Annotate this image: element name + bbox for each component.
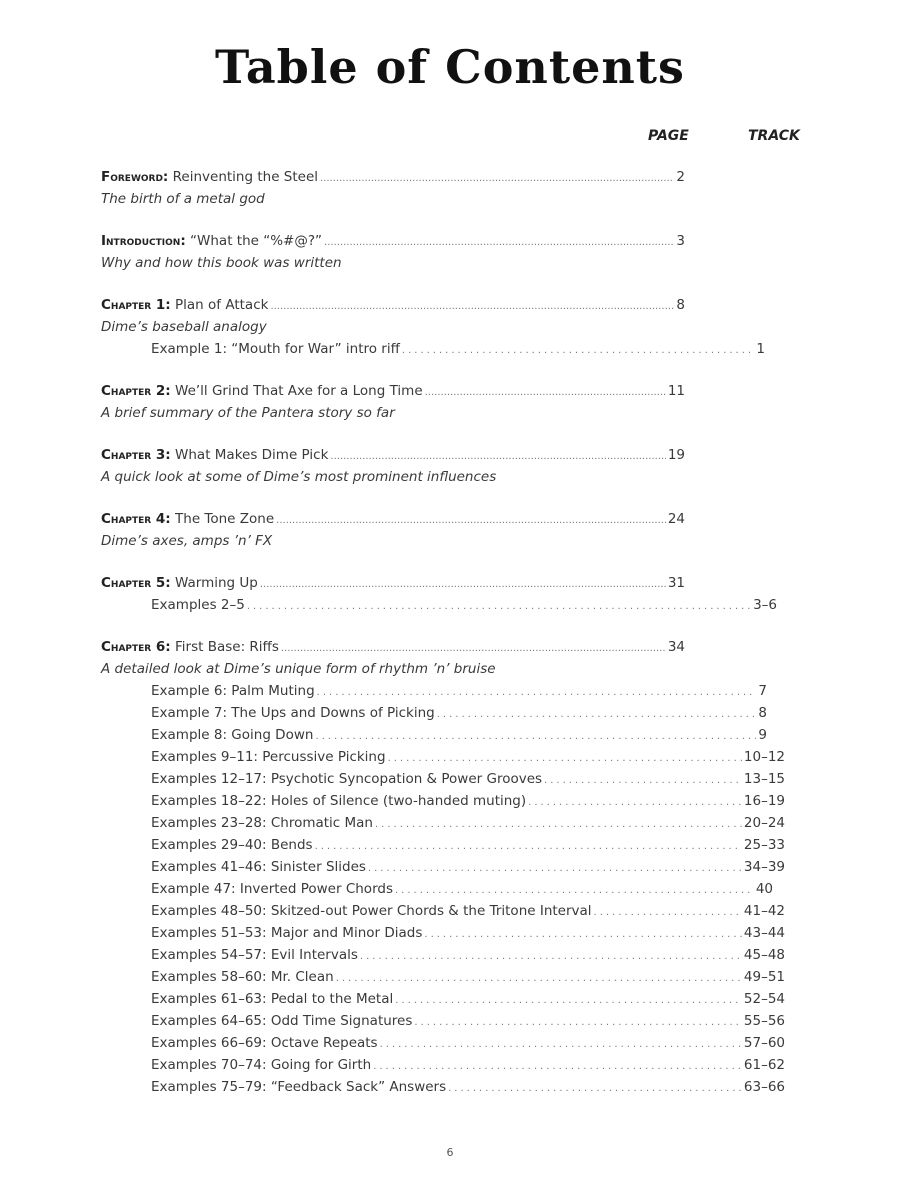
dot-leader xyxy=(317,681,757,703)
entry-label: Chapter 6: xyxy=(101,639,171,655)
toc-example-row[interactable] xyxy=(151,791,785,813)
toc-entry-chapter-6[interactable] xyxy=(101,637,685,659)
dot-leader xyxy=(360,945,742,967)
toc-entry-chapter-5[interactable] xyxy=(101,573,685,595)
entry-title: We’ll Grind That Axe for a Long Time xyxy=(175,383,423,399)
toc-example-row[interactable] xyxy=(151,923,785,945)
toc-example-row[interactable] xyxy=(151,813,785,835)
entry-label: Chapter 4: xyxy=(101,511,171,527)
example-title: Example 47: Inverted Power Chords xyxy=(151,881,393,897)
page-title: Table of Contents xyxy=(215,40,685,94)
toc-entry-chapter-2[interactable] xyxy=(101,381,685,403)
toc-example-row[interactable] xyxy=(151,967,785,989)
entry-title: Warming Up xyxy=(175,575,258,591)
toc-example-row[interactable] xyxy=(151,1077,785,1099)
example-track: 10–12 xyxy=(743,749,785,765)
toc-example-row[interactable] xyxy=(151,747,785,769)
entry-description: The birth of a metal god xyxy=(101,191,265,207)
example-track: 20–24 xyxy=(743,815,785,831)
entry-title: Reinventing the Steel xyxy=(172,169,319,185)
example-track: 9 xyxy=(758,727,767,743)
example-track: 8 xyxy=(758,705,767,721)
toc-example-row[interactable] xyxy=(151,681,767,703)
example-track: 57–60 xyxy=(743,1035,785,1051)
dot-leader xyxy=(270,295,674,317)
toc-example-row[interactable] xyxy=(151,989,785,1011)
entry-title: “What the “%#@?” xyxy=(190,233,323,249)
example-title: Examples 70–74: Going for Girth xyxy=(151,1057,372,1073)
entry-label: Chapter 3: xyxy=(101,447,171,463)
dot-leader xyxy=(260,573,666,595)
example-title: Examples 12–17: Psychotic Syncopation & Power Grooves xyxy=(151,771,543,787)
page-number: 6 xyxy=(446,1146,454,1159)
column-header-track: TRACK xyxy=(748,128,800,144)
example-title: Example 1: “Mouth for War” intro riff xyxy=(151,341,400,357)
dot-leader xyxy=(330,445,665,467)
dot-leader xyxy=(395,989,742,1011)
entry-description: A quick look at some of Dime’s most prominent influences xyxy=(101,469,497,485)
toc-entry-chapter-4[interactable] xyxy=(101,509,685,531)
entry-label: Chapter 2: xyxy=(101,383,171,399)
example-track: 16–19 xyxy=(743,793,785,809)
entry-page: 34 xyxy=(667,639,685,655)
dot-leader xyxy=(388,747,742,769)
entry-description: A detailed look at Dime’s unique form of rhythm ’n’ bruise xyxy=(101,661,496,677)
dot-leader xyxy=(276,509,666,531)
dot-leader xyxy=(424,923,742,945)
example-track: 25–33 xyxy=(743,837,785,853)
entry-label: Introduction: xyxy=(101,233,186,249)
dot-leader xyxy=(373,1055,742,1077)
entry-page: 19 xyxy=(667,447,685,463)
example-title: Example 7: The Ups and Downs of Picking xyxy=(151,705,435,721)
dot-leader xyxy=(594,901,742,923)
example-title: Examples 48–50: Skitzed-out Power Chords & the Tritone Interval xyxy=(151,903,592,919)
entry-description: Why and how this book was written xyxy=(101,255,342,271)
entry-label: Chapter 1: xyxy=(101,297,171,313)
column-header-page: PAGE xyxy=(648,128,689,144)
toc-example-row[interactable] xyxy=(151,703,767,725)
dot-leader xyxy=(414,1011,742,1033)
example-track: 1 xyxy=(756,341,765,357)
toc-example-row[interactable] xyxy=(151,1011,785,1033)
example-track: 40 xyxy=(755,881,773,897)
entry-page: 11 xyxy=(667,383,685,399)
dot-leader xyxy=(448,1077,742,1099)
example-title: Example 8: Going Down xyxy=(151,727,314,743)
entry-description: Dime’s baseball analogy xyxy=(101,319,267,335)
example-track: 49–51 xyxy=(743,969,785,985)
dot-leader xyxy=(315,725,756,747)
toc-example-row[interactable] xyxy=(151,901,785,923)
example-title: Examples 9–11: Percussive Picking xyxy=(151,749,386,765)
dot-leader xyxy=(437,703,757,725)
example-title: Examples 61–63: Pedal to the Metal xyxy=(151,991,394,1007)
dot-leader xyxy=(528,791,742,813)
entry-page: 24 xyxy=(667,511,685,527)
example-track: 41–42 xyxy=(743,903,785,919)
example-title: Examples 66–69: Octave Repeats xyxy=(151,1035,378,1051)
example-track: 55–56 xyxy=(743,1013,785,1029)
entry-page: 8 xyxy=(676,297,685,313)
toc-entry-introduction[interactable] xyxy=(101,231,685,253)
toc-example-row[interactable] xyxy=(151,595,777,617)
toc-example-row[interactable] xyxy=(151,339,765,361)
example-track: 43–44 xyxy=(743,925,785,941)
example-title: Examples 58–60: Mr. Clean xyxy=(151,969,334,985)
example-track: 52–54 xyxy=(743,991,785,1007)
toc-example-row[interactable] xyxy=(151,857,785,879)
toc-example-row[interactable] xyxy=(151,769,785,791)
toc-entry-chapter-1[interactable] xyxy=(101,295,685,317)
toc-example-row[interactable] xyxy=(151,725,767,747)
dot-leader xyxy=(247,595,751,617)
toc-example-row[interactable] xyxy=(151,879,773,901)
entry-page: 31 xyxy=(667,575,685,591)
example-title: Examples 18–22: Holes of Silence (two-handed muting) xyxy=(151,793,527,809)
dot-leader xyxy=(320,167,674,189)
example-title: Examples 41–46: Sinister Slides xyxy=(151,859,366,875)
example-track: 7 xyxy=(758,683,767,699)
example-track: 63–66 xyxy=(743,1079,785,1095)
example-title: Examples 54–57: Evil Intervals xyxy=(151,947,358,963)
entry-title: The Tone Zone xyxy=(175,511,275,527)
entry-title: What Makes Dime Pick xyxy=(175,447,329,463)
example-title: Examples 51–53: Major and Minor Diads xyxy=(151,925,423,941)
dot-leader xyxy=(315,835,742,857)
example-track: 13–15 xyxy=(743,771,785,787)
dot-leader xyxy=(380,1033,742,1055)
example-title: Examples 75–79: “Feedback Sack” Answers xyxy=(151,1079,447,1095)
toc-example-row[interactable] xyxy=(151,1055,785,1077)
toc-example-row[interactable] xyxy=(151,1033,785,1055)
example-track: 61–62 xyxy=(743,1057,785,1073)
entry-label: Foreword: xyxy=(101,169,169,185)
entry-page: 3 xyxy=(676,233,685,249)
entry-title: Plan of Attack xyxy=(175,297,269,313)
example-title: Examples 23–28: Chromatic Man xyxy=(151,815,373,831)
toc-entry-chapter-3[interactable] xyxy=(101,445,685,467)
example-title: Examples 29–40: Bends xyxy=(151,837,313,853)
example-title: Examples 2–5 xyxy=(151,597,245,613)
entry-description: Dime’s axes, amps ’n’ FX xyxy=(101,533,273,549)
dot-leader xyxy=(336,967,742,989)
dot-leader xyxy=(324,231,674,253)
entry-label: Chapter 5: xyxy=(101,575,171,591)
dot-leader xyxy=(395,879,754,901)
entry-page: 2 xyxy=(676,169,685,185)
dot-leader xyxy=(402,339,755,361)
toc-example-row[interactable] xyxy=(151,835,785,857)
toc-example-row[interactable] xyxy=(151,945,785,967)
toc-entry-foreword[interactable] xyxy=(101,167,685,189)
entry-description: A brief summary of the Pantera story so far xyxy=(101,405,395,421)
dot-leader xyxy=(544,769,742,791)
example-track: 45–48 xyxy=(743,947,785,963)
example-title: Examples 64–65: Odd Time Signatures xyxy=(151,1013,413,1029)
dot-leader xyxy=(375,813,742,835)
dot-leader xyxy=(281,637,666,659)
example-track: 34–39 xyxy=(743,859,785,875)
dot-leader xyxy=(368,857,742,879)
example-title: Example 6: Palm Muting xyxy=(151,683,315,699)
dot-leader xyxy=(425,381,666,403)
example-track: 3–6 xyxy=(753,597,777,613)
entry-title: First Base: Riffs xyxy=(175,639,279,655)
